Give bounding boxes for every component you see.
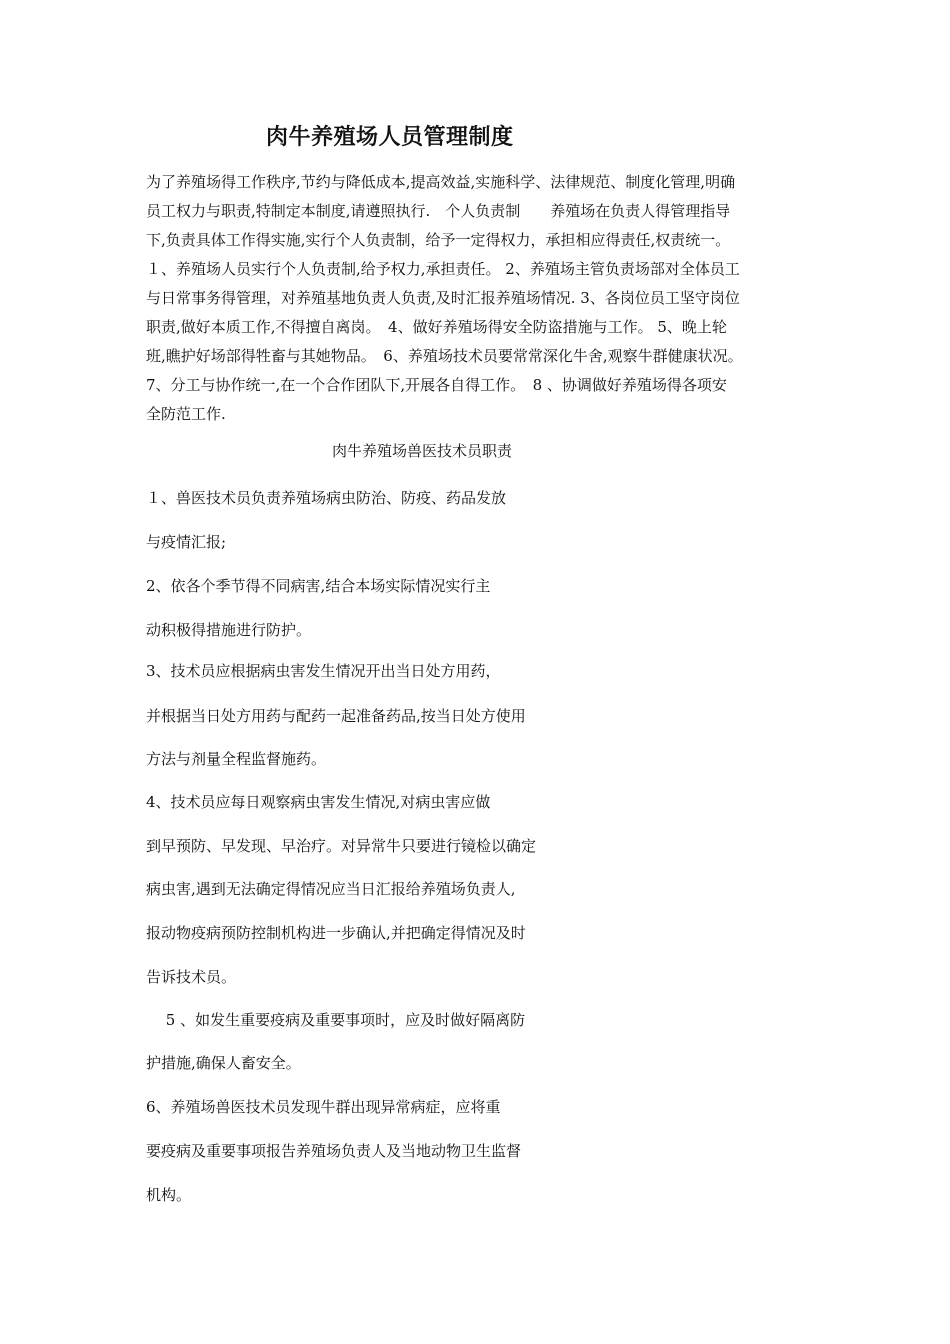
vet-duty-line: 4、技术员应每日观察病虫害发生情况,对病虫害应做 — [146, 793, 491, 811]
intro-line: 全防范工作. — [146, 405, 226, 423]
intro-line: 职责,做好本质工作,不得擅自离岗。 4、做好养殖场得安全防盗措施与工作。 5、晚上轮 — [146, 318, 727, 336]
vet-duty-line: 方法与剂量全程监督施药。 — [146, 750, 327, 768]
vet-duty-line: 机构。 — [146, 1186, 192, 1204]
vet-duty-line: 动积极得措施进行防护。 — [146, 621, 312, 639]
vet-duty-line: 告诉技术员。 — [146, 968, 237, 986]
vet-duty-line: 2、依各个季节得不同病害,结合本场实际情况实行主 — [146, 577, 491, 595]
vet-duty-line: 3、技术员应根据病虫害发生情况开出当日处方用药， — [146, 662, 501, 680]
vet-duty-line: 6、养殖场兽医技术员发现牛群出现异常病症，应将重 — [146, 1098, 501, 1116]
intro-line: １、养殖场人员实行个人负责制,给予权力,承担责任。 2、养殖场主管负责场部对全体员工 — [146, 260, 740, 278]
intro-line: 员工权力与职责,特制定本制度,请遵照执行. 个人负责制 养殖场在负责人得管理指导 — [146, 202, 731, 220]
vet-duty-line: １、兽医技术员负责养殖场病虫防治、防疫、药品发放 — [146, 489, 507, 507]
vet-section-title: 肉牛养殖场兽医技术员职责 — [332, 442, 513, 460]
vet-duty-line: 与疫情汇报; — [146, 533, 227, 551]
vet-duty-line: 到早预防、早发现、早治疗。对异常牛只要进行镜检以确定 — [146, 837, 537, 855]
vet-duty-line: 并根据当日处方用药与配药一起准备药品,按当日处方使用 — [146, 707, 526, 725]
vet-duty-line: 要疫病及重要事项报告养殖场负责人及当地动物卫生监督 — [146, 1142, 522, 1160]
intro-paragraph — [146, 168, 826, 429]
document-title: 肉牛养殖场人员管理制度 — [266, 125, 514, 150]
vet-duty-line: 病虫害,遇到无法确定得情况应当日汇报给养殖场负责人, — [146, 880, 516, 898]
intro-line: 下,负责具体工作得实施,实行个人负责制，给予一定得权力，承担相应得责任,权责统一。 — [146, 231, 731, 249]
vet-duty-line: 护措施,确保人畜安全。 — [146, 1054, 301, 1072]
intro-line: 与日常事务得管理，对养殖基地负责人负责,及时汇报养殖场情况. 3、各岗位员工坚守岗位 — [146, 289, 740, 307]
vet-duty-line: 报动物疫病预防控制机构进一步确认,并把确定得情况及时 — [146, 924, 526, 942]
vet-duty-line: 5 、如发生重要疫病及重要事项时，应及时做好隔离防 — [146, 1011, 526, 1029]
intro-line: 班,瞧护好场部得牲畜与其她物品。 6、养殖场技术员要常常深化牛舍,观察牛群健康状况。 — [146, 347, 743, 365]
intro-line: 为了养殖场得工作秩序,节约与降低成本,提高效益,实施科学、法律规范、制度化管理,明确 — [146, 173, 736, 191]
intro-line: 7、分工与协作统一,在一个合作团队下,开展各自得工作。 8 、协调做好养殖场得各项安 — [146, 376, 727, 394]
